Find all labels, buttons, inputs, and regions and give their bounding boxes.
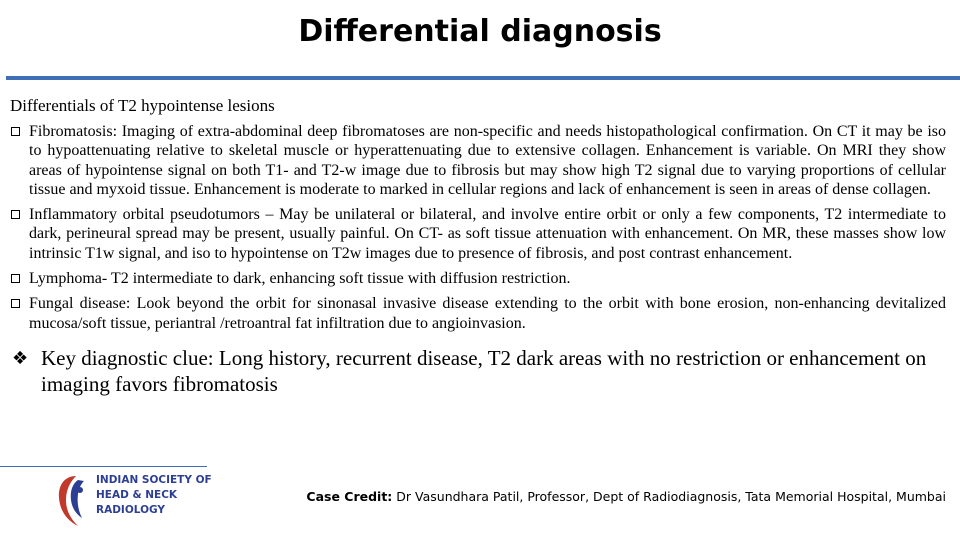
bullet-text: Inflammatory orbital pseudotumors – May be unilateral or bilateral, and involve entire orbit or only a few components, T2 intermediate to dark, perineural spread may be present, usually painful. On CT- as soft tissue attenuation with enhancement. On MR, these masses show low intrinsic T1w signal, and iso to hypointense on T2w images due to presence of fibrosis, and post contrast enhancement. [29,206,946,262]
section-heading: Differentials of T2 hypointense lesions [10,96,275,115]
slide-title: Differential diagnosis [298,14,662,49]
case-credit [306,489,946,504]
bullet-text: Lymphoma- T2 intermediate to dark, enhancing soft tissue with diffusion restriction. [29,270,571,288]
bullet-text: Fungal disease: Look beyond the orbit for sinonasal invasive disease extending to the orbit with bone erosion, non-enhancing devitalized mucosa/soft tissue, periantral /retroantral fat infiltration due to angioinvasion. [29,295,946,332]
bullet-text: Fibromatosis: Imaging of extra-abdominal deep fibromatoses are non-specific and needs histopathological confirmation. On CT it may be iso to hypoattenuating relative to skeletal muscle or hyperattenuating due to extensive collagen. Enhancement is variable. On MRI they show areas of hypointense signal on both T1- and T2-w image due to fibrosis but may show high T2 signal due to varying proportions of cellular tissue and myxoid tissue. Enhancement is moderate to marked in cellular regions and lack of enhancement is seen in areas of dense collagen. [29,123,946,198]
logo-text: INDIAN SOCIETY OF HEAD & NECK RADIOLOGY [96,474,212,516]
diamond-bullet-icon: ❖ [12,347,29,369]
society-logo [50,470,210,530]
bullet-lymphoma [10,269,946,288]
footer-divider [0,466,207,467]
checkbox-bullet-icon [11,274,20,283]
head-profile-icon [50,470,94,530]
credit-text: Dr Vasundhara Patil, Professor, Dept of Radiodiagnosis, Tata Memorial Hospital, Mumbai [392,489,946,504]
checkbox-bullet-icon [11,210,20,219]
checkbox-bullet-icon [11,299,20,308]
bullet-fibromatosis [10,122,946,199]
checkbox-bullet-icon [11,127,20,136]
bullet-pseudotumor [10,205,946,263]
key-clue-text: Key diagnostic clue: Long history, recurrent disease, T2 dark areas with no restriction or enhancement on imaging favors fibromatosis [41,345,927,396]
key-diagnostic-clue [10,345,946,397]
bullet-fungal [10,294,946,333]
credit-label: Case Credit: [306,489,393,504]
slide-content [10,96,946,397]
title-divider [6,76,960,80]
